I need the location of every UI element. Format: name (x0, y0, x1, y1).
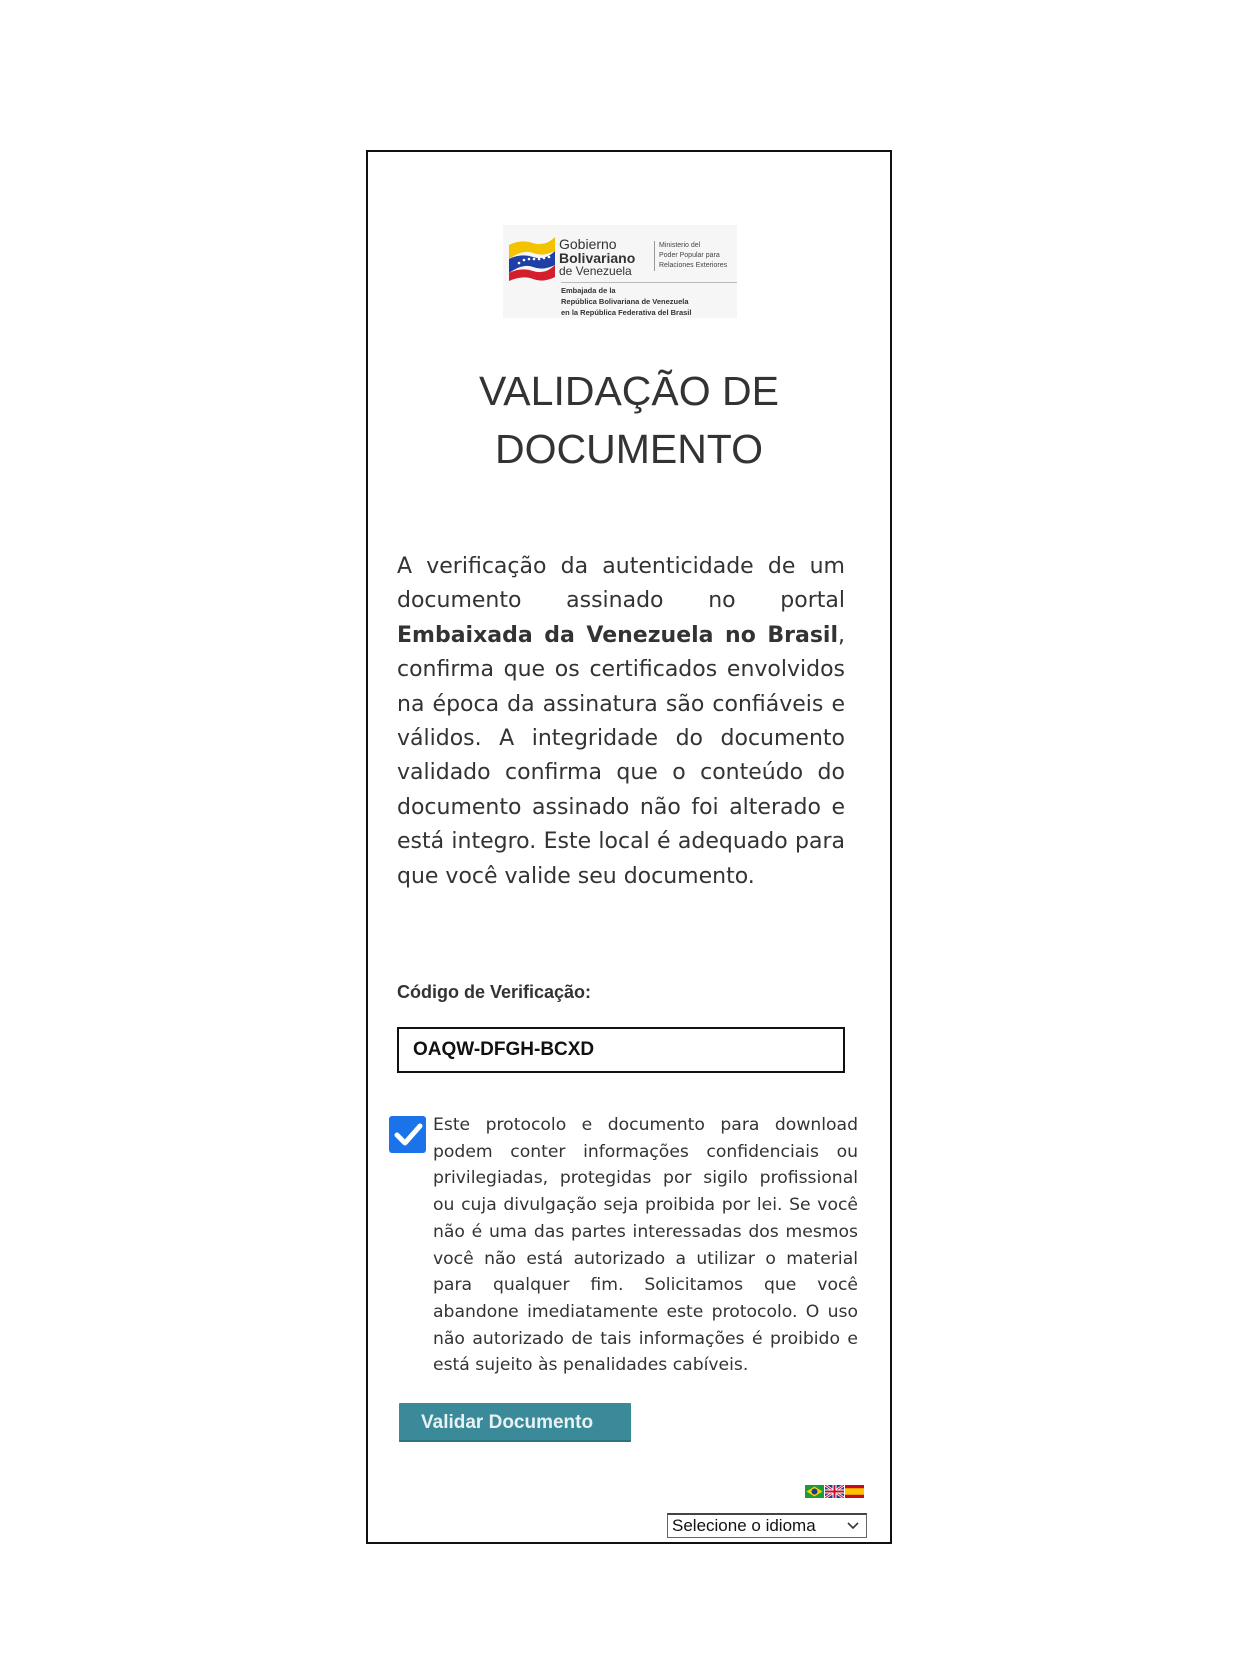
consent-checkbox[interactable] (389, 1116, 426, 1153)
logo-line-gobierno: Gobierno (559, 236, 617, 252)
language-select[interactable] (667, 1513, 867, 1538)
portal-name: Embaixada da Venezuela no Brasil (397, 622, 838, 648)
government-logo (503, 225, 737, 318)
logo-wordmark (559, 237, 635, 277)
language-select-value: Selecione o idioma (672, 1516, 816, 1535)
page-title: VALIDAÇÃO DE DOCUMENTO (479, 368, 779, 472)
checkmark-icon (393, 1122, 423, 1148)
chevron-down-icon (846, 1518, 860, 1532)
logo-ministry: Ministerio del Poder Popular para Relaciones Exteriores (654, 241, 739, 271)
verification-code-input[interactable] (397, 1027, 845, 1073)
logo-line-venezuela: de Venezuela (559, 264, 632, 278)
verification-code-label: Código de Verificação: (397, 982, 592, 1002)
logo-embassy: Embajada de la República Bolivariana de Venezuela en la República Federativa del Brasil (561, 282, 737, 318)
validation-card (366, 150, 892, 1544)
language-flags (805, 1485, 864, 1498)
consent-disclaimer: Este protocolo e documento para download podem conter informações confidenciais ou privilegiadas, protegidas por sigilo profissional ou cuja divulgação seja proibida por lei. Se você não é uma das partes interessadas dos mesmos você não está autorizado a utilizar o material para qualquer fim. Solicitamos que você abandone imediatamente este protocolo. O uso não autorizado de tais informações é proibido e está sujeito às penalidades cabíveis. (433, 1115, 858, 1376)
uk-flag-icon[interactable] (825, 1485, 844, 1498)
spain-flag-icon[interactable] (845, 1485, 864, 1498)
validate-document-button[interactable]: Validar Documento (399, 1403, 631, 1442)
brazil-flag-icon[interactable] (805, 1485, 824, 1498)
venezuela-flag-icon (507, 233, 557, 281)
logo-line-bolivariano: Bolivariano (559, 250, 636, 266)
intro-paragraph: A verificação da autenticidade de um documento assinado no portal Embaixada da Venezuela no Brasil, confirma que os certificados envolvidos na época da assinatura são confiáveis e válidos. A integridade do documento validado confirma que o conteúdo do documento assinado não foi alterado e está integro. Este local é adequado para que você valide seu documento. (397, 554, 845, 889)
